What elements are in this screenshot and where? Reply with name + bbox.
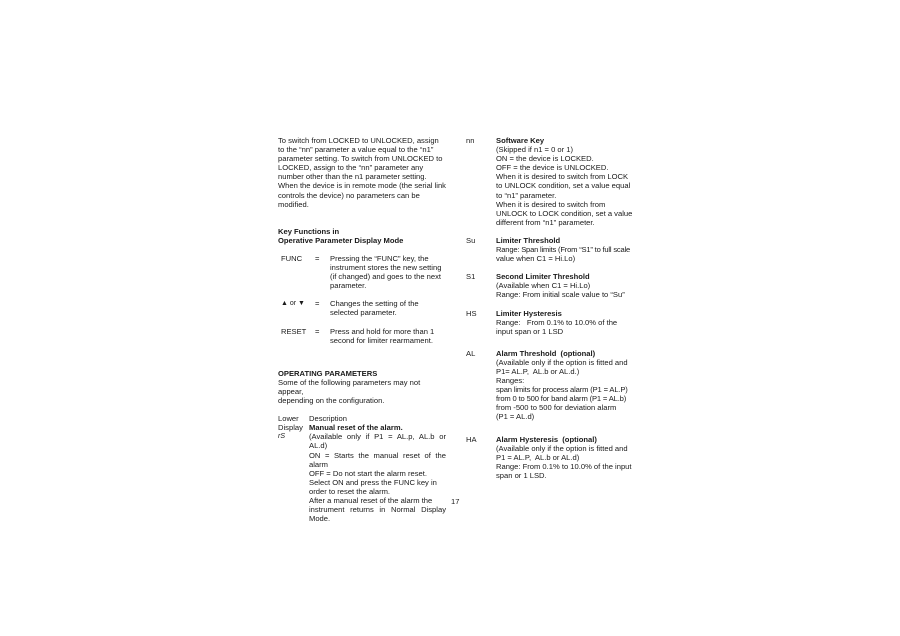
operating-parameters-section (278, 369, 446, 524)
parameter-line: order to reset the alarm. (309, 486, 391, 496)
intro-line: When the device is in remote mode (the serial link (278, 181, 446, 191)
parameter-code: AL (466, 348, 476, 358)
parameter-line: UNLOCK to LOCK condition, set a value (496, 208, 633, 218)
parameter-line: After a manual reset of the alarm the (309, 496, 433, 505)
intro-line: to the “nn” parameter a value equal to the “n1” (278, 145, 434, 155)
parameter-line: to “n1” parameter. (496, 190, 557, 200)
parameter-line: (Available only if the option is fitted and (496, 357, 628, 367)
left-column (278, 136, 446, 523)
parameter-code: Su (466, 235, 476, 245)
page-number: 17 (451, 497, 460, 506)
key-label: RESET (281, 326, 307, 336)
parameter-line: Range: Span limits (From “S1” to full scale (496, 245, 631, 255)
key-row-arrows (281, 299, 446, 317)
key-functions-section (278, 227, 446, 345)
parameter-code: HS (466, 308, 477, 318)
key-label: FUNC (281, 253, 303, 263)
arrow-keys-label: ▲ or ▼ (281, 300, 305, 308)
intro-paragraph (278, 136, 446, 209)
parameter-line: ON = Starts the manual reset of the alarm (309, 450, 446, 469)
parameter-description (309, 423, 446, 523)
key-desc-line: selected parameter. (330, 308, 397, 318)
key-desc-line: Pressing the “FUNC” key, the (330, 253, 429, 263)
key-desc-line: parameter. (330, 281, 367, 291)
key-description (330, 254, 446, 290)
parameter-title: Limiter Hysteresis (496, 308, 562, 318)
parameter-line: P1= AL.P, AL.b or AL.d.) (496, 366, 580, 376)
parameter-line: value when C1 = Hi.Lo) (496, 254, 576, 264)
key-row-reset (281, 327, 446, 345)
parameter-line: Range: From 0.1% to 10.0% of the (496, 317, 618, 327)
parameter-row-su (466, 236, 636, 263)
key-equals: = (315, 253, 320, 263)
parameter-line: OFF = the device is UNLOCKED. (496, 163, 609, 173)
parameter-line: span limits for process alarm (P1 = AL.P) (496, 385, 628, 395)
lower-display-header (278, 414, 309, 432)
parameter-row-al (466, 349, 636, 422)
parameter-description (496, 349, 636, 422)
parameter-line: to UNLOCK condition, set a value equal (496, 181, 631, 191)
parameter-description (496, 272, 636, 299)
parameter-description (496, 435, 636, 480)
intro-line: LOCKED, assign to the “nn” parameter any (278, 163, 424, 173)
parameter-title: Alarm Threshold (optional) (496, 348, 596, 358)
parameter-line: (Available only if P1 = AL.p, AL.b or AL.d) (309, 432, 446, 451)
intro-line: To switch from LOCKED to UNLOCKED, assign (278, 136, 439, 145)
parameter-line: Range: From 0.1% to 10.0% of the input (496, 461, 632, 471)
header-line: Lower (278, 414, 299, 424)
parameter-description (496, 309, 636, 336)
parameter-row-nn (466, 136, 636, 227)
key-row-func (281, 254, 446, 290)
parameter-line: from 0 to 500 for band alarm (P1 = AL.b) (496, 394, 627, 404)
parameter-line: ON = the device is LOCKED. (496, 154, 594, 164)
parameter-description (496, 136, 636, 227)
parameter-line: Range: From initial scale value to “Su” (496, 290, 625, 300)
key-desc-line: (if changed) and goes to the next (330, 272, 442, 282)
parameter-line: Select ON and press the FUNC key in (309, 477, 437, 487)
parameter-title: Limiter Threshold (496, 235, 561, 245)
parameter-line: P1 = AL.P, AL.b or AL.d) (496, 452, 580, 462)
parameter-code: HA (466, 434, 477, 444)
parameter-title: Software Key (496, 136, 545, 145)
key-desc-line: second for limiter rearmament. (330, 335, 433, 345)
parameter-line: (Skipped if n1 = 0 or 1) (496, 145, 574, 155)
parameter-line: Ranges: (496, 376, 525, 386)
parameter-line: When it is desired to switch from LOCK (496, 172, 629, 182)
parameter-code: rS (278, 433, 285, 441)
key-functions-subheading: Operative Parameter Display Mode (278, 235, 404, 245)
key-description (330, 299, 446, 317)
parameter-row-ha (466, 435, 636, 480)
key-desc-line: Changes the setting of the (330, 299, 419, 309)
intro-line: number other than the n1 parameter setting. (278, 172, 427, 182)
operating-note-line: Some of the following parameters may not appear, (278, 377, 421, 396)
parameter-line: (Available when C1 = Hi.Lo) (496, 281, 591, 291)
key-equals: = (315, 299, 320, 309)
parameter-row-rs (278, 423, 446, 524)
key-functions-heading: Key Functions in (278, 226, 340, 236)
key-desc-line: instrument stores the new setting (330, 263, 442, 273)
header-line: Display (278, 423, 303, 433)
parameter-code: nn (466, 136, 475, 145)
parameter-row-s1 (466, 272, 636, 299)
key-description (330, 327, 446, 345)
parameter-line: (Available only if the option is fitted and (496, 443, 628, 453)
key-desc-line: Press and hold for more than 1 (330, 326, 435, 336)
parameter-line: When it is desired to switch from (496, 199, 606, 209)
operating-parameters-heading: OPERATING PARAMETERS (278, 368, 378, 378)
intro-line: controls the device) no parameters can be modified. (278, 190, 420, 209)
key-equals: = (315, 326, 320, 336)
intro-line: parameter setting. To switch from UNLOCKED to (278, 154, 443, 164)
parameter-line: OFF = Do not start the alarm reset. (309, 468, 427, 478)
parameter-title: Manual reset of the alarm. (309, 423, 403, 433)
parameter-line: instrument returns in Normal Display Mode. (309, 505, 446, 524)
description-header: Description (309, 414, 347, 424)
operating-note-line: depending on the configuration. (278, 395, 385, 405)
parameter-line: different from “n1” parameter. (496, 217, 595, 227)
parameter-row-hs (466, 309, 636, 336)
parameter-line: from -500 to 500 for deviation alarm (496, 403, 617, 413)
parameter-title: Alarm Hysteresis (optional) (496, 434, 597, 444)
parameter-description (496, 236, 636, 263)
right-column (466, 136, 636, 480)
parameter-line: span or 1 LSD. (496, 470, 547, 480)
parameter-line: input span or 1 LSD (496, 326, 564, 336)
parameter-code: S1 (466, 272, 476, 282)
parameter-line: (P1 = AL.d) (496, 412, 535, 422)
parameter-title: Second Limiter Threshold (496, 272, 590, 282)
